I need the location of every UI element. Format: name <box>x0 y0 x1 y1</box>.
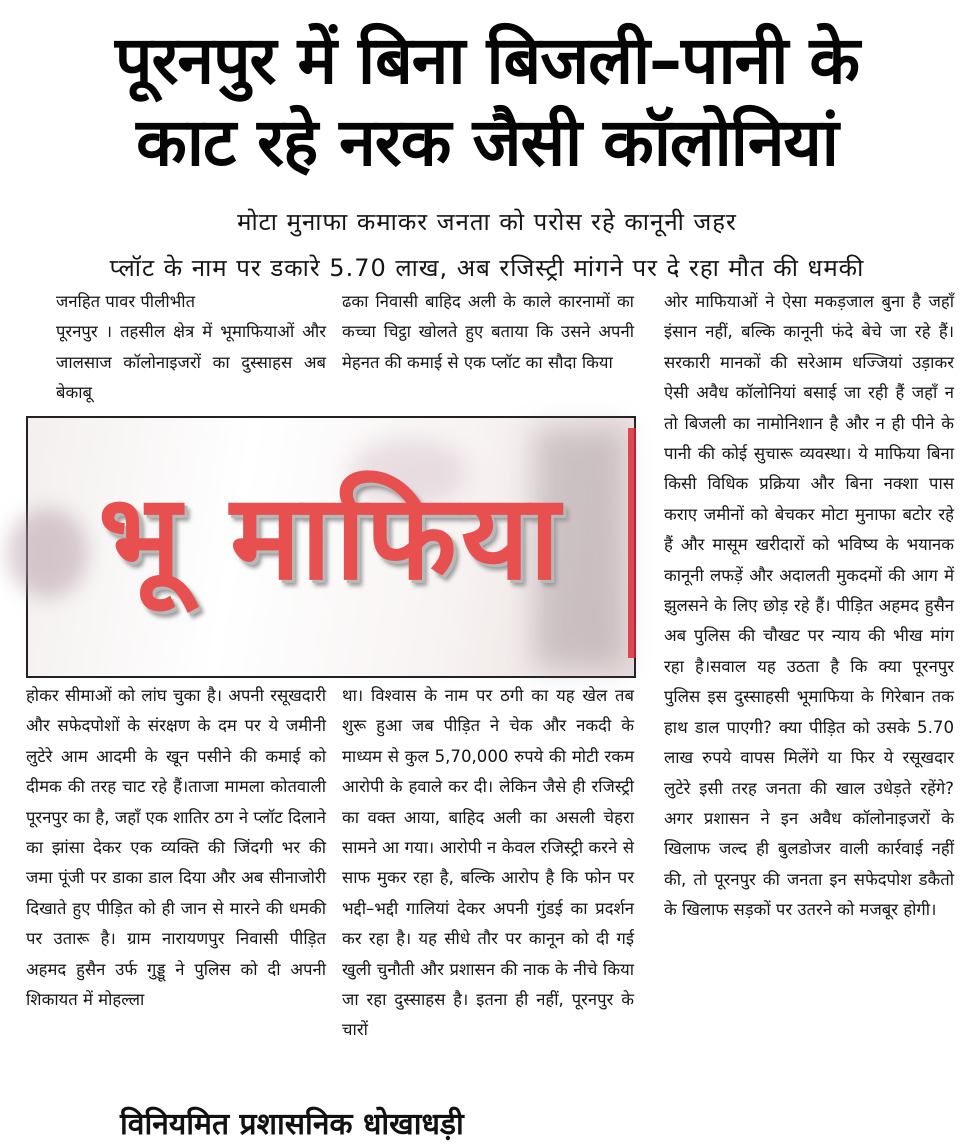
next-headline-fragment: विनियमित प्रशासनिक धोखाधड़ी <box>120 1107 464 1142</box>
byline: जनहित पावर पीलीभीत <box>56 292 196 311</box>
column-1-bottom <box>26 681 326 1015</box>
column-1-top <box>26 287 326 409</box>
column-1-bottom-text: होकर सीमाओं को लांघ चुका है। अपनी रसूखदारी और सफेदपोशों के संरक्षण के दम पर ये जमीनी लुटेरे आम आदमी के खून पसीने की कमाई को दीमक की तरह चाट रहे हैं।ताजा मामला कोतवाली पूरनपुर का है, जहाँ एक शातिर ठग ने प्लॉट दिलाने का झांसा देकर एक व्यक्ति की जिंदगी भर की जमा पूंजी पर डाका डाल दिया और अब सीनाजोरी दिखाते हुए पीड़ित को ही जान से मारने की धमकी पर उतारू है। ग्राम नारायणपुर निवासी पीड़ित अहमद हुसैन उर्फ गुड्डू ने पुलिस को दी अपनी शिकायत में मोहल्ला <box>26 686 326 1010</box>
bhu-mafia-image <box>26 416 636 678</box>
subheadline-line-2: प्लॉट के नाम पर डकारे 5.70 लाख, अब रजिस्ट्री मांगने पर दे रहा मौत की धमकी <box>109 254 865 282</box>
image-caption-word: भू माफिया <box>98 467 564 606</box>
headline-line-1: पूरनपुर में बिना बिजली–पानी के <box>114 22 860 99</box>
column-1-top-text: पूरनपुर । तहसील क्षेत्र में भूमाफियाओं और जालसाज कॉलोनाइजरों का दुस्साहस अब बेकाबू <box>56 322 326 403</box>
subheadline-line-1: मोटा मुनाफा कमाकर जनता को परोस रहे कानूनी जहर <box>237 208 737 236</box>
column-3-text: ओर माफियाओं ने ऐसा मकड़जाल बुना है जहाँ इंसान नहीं, बल्कि कानूनी फंदे बेचे जा रहे हैं।सरकारी मानकों की सरेआम धज्जियां उड़ाकर ऐसी अवैध कॉलोनियां बसाई जा रही हैं जहाँ न तो बिजली का नामोनिशान है और न ही पीने के पानी की कोई सुचारू व्यवस्था। ये माफिया बिना किसी विधिक प्रक्रिया और बिना नक्शा पास कराए जमीनों को बेचकर मोटा मुनाफा बटोर रहे हैं और मासूम खरीदारों को भविष्य के भयानक कानूनी लफड़ें और अदालती मुकदमों की आग में झुलसने के लिए छोड़ रहे हैं। पीड़ित अहमद हुसैन अब पुलिस की चौखट पर न्याय की भीख मांग रहा है।सवाल यह उठता है कि क्या पूरनपुर पुलिस इस दुस्साहसी भूमाफिया के गिरेबान तक हाथ डाल पाएगी? क्या पीड़ित को उसके 5.70 लाख रुपये वापस मिलेंगे या फिर ये रसूखदार लुटेरे इसी तरह जनता की खाल उधेड़ते रहेंगे? अगर प्रशासन ने इन अवैध कॉलोनाइजरों के खिलाफ जल्द ही बुलडोजर वाली कार्रवाई नहीं की, तो पूरनपुर की जनता इन सफेदपोश डकैतो के खिलाफ सड़कों पर उतरने को मजबूर होगी। <box>664 292 954 920</box>
column-2-bottom <box>342 681 634 1046</box>
column-2-bottom-text: था। विश्वास के नाम पर ठगी का यह खेल तब शुरू हुआ जब पीड़ित ने चेक और नकदी के माध्यम से कुल 5,70,000 रुपये की मोटी रकम आरोपी के हवाले कर दी। लेकिन जैसे ही रजिस्ट्री का वक्त आया, बाहिद अली का असली चेहरा सामने आ गया। आरोपी न केवल रजिस्ट्री करने से साफ मुकर रहा है, बल्कि आरोप है कि फोन पर भद्दी–भद्दी गालियां देकर अपनी गुंडई का प्रदर्शन कर रहा है। यह सीधे तौर पर कानून को दी गई खुली चुनौती और प्रशासन की नाक के नीचे किया जा रहा दुस्साहस है। इतना ही नहीं, पूरनपुर के चारों <box>342 686 634 1040</box>
column-2-top-text: ढका निवासी बाहिद अली के काले कारनामों का कच्चा चिट्ठा खोलते हुए बताया कि उसने अपनी मेहनत की कमाई से एक प्लॉट का सौदा किया <box>342 292 634 372</box>
column-2-top <box>342 287 634 378</box>
headline-line-2: काट रहे नरक जैसी कॉलोनियां <box>136 104 838 181</box>
column-3 <box>664 287 954 926</box>
